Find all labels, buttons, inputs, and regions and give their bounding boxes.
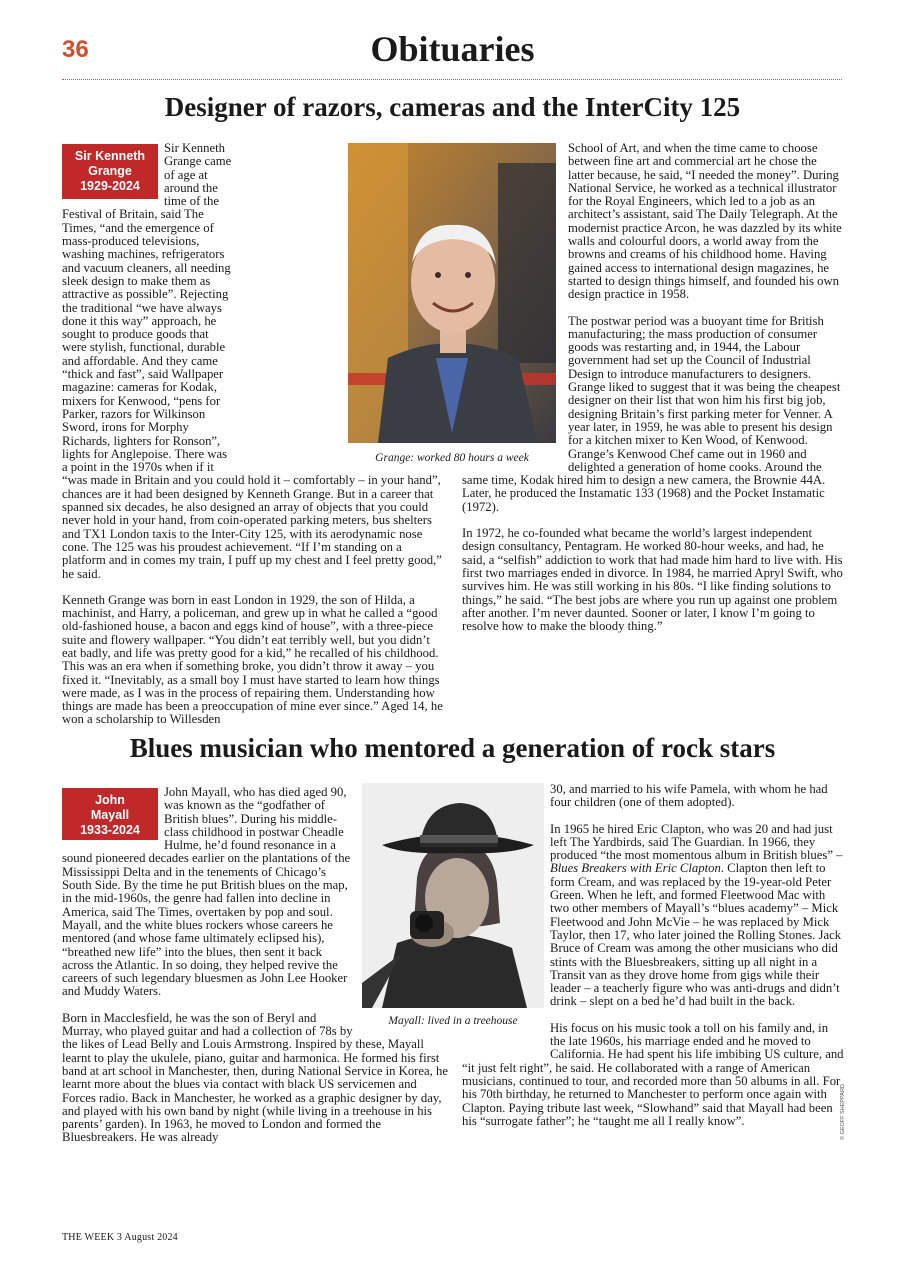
page-number: 36 — [62, 36, 89, 63]
article2-paragraph: 30, and married to his wife Pamela, with whom he had four children (one of them adopted). — [550, 782, 828, 810]
article2-headline: Blues musician who mentored a generation of rock stars — [129, 733, 776, 763]
article1-headline: Designer of razors, cameras and the InterCity 125 — [164, 92, 741, 122]
article2-paragraph: John Mayall, who has died aged 90, was known as the “godfather of British blues”. During his middle-class childhood in postwar Cheadle Hulme, he’d found resonance in a sound pioneered decades earlier on the plantations of the Mississippi Delta and in the tenements of Chicago’s South Side. By the time he put British blues on the map, in the mid-1960s, the genre had fallen into decline in America, said The Times, overtaken by pop and soul. Mayall, and the white blues rockers whose careers he mentored (and whose fame ultimately eclipsed his), “breathed new life” into the blues, then sent it back across the Atlantic. In so doing, they helped revive the careers of such legendary bluesmen as John Lee Hooker and Muddy Waters. — [62, 785, 351, 999]
article2-name-box — [62, 788, 158, 840]
article2-text: . Clapton then left to form Cream, and was replaced by the 19-year-old Peter Green. When he left, and formed Fleetwood Mac with two other members of Mayall’s “blues academy” – Mick Fleetwood and John McVie – he was replaced by Mick Taylor, then 17, who later joined the Rolling Stones. Jack Bruce of Cream was among the other musicians who did stints with the Bluesbreakers, sitting up all night in a Transit van as they drove home from gigs while their leader – a teacherly figure who was anti-drugs and didn’t drink – slept on a bed he’d had built in the back. — [550, 861, 842, 1009]
photo-float-spacer — [462, 783, 550, 1053]
header-rule — [62, 79, 842, 80]
article1-paragraph: In 1972, he co-founded what became the world’s largest independent design consultancy, Pentagram. He worked 80-hour weeks, and had, he said, a “selfish” addiction to work that had made him hard to live with. His first two marriages ended in divorce. In 1984, he married Apryl Swift, who survives him. He was still working in his 80s. “I like finding solutions to things,” he said. “The best jobs are where you run up against one problem after another. I’m never daunted. Sooner or later, I know I’m going to resolve how to make the bloody thing.” — [462, 526, 843, 634]
name-box-line: 1933-2024 — [80, 823, 140, 837]
article2-text: In 1965 he hired Eric Clapton, who was 20 and had just left The Yardbirds, said The Guardian. In 1966, they produced “the most momentous album in British blues” – — [550, 821, 843, 863]
photo-float-spacer — [462, 142, 568, 472]
article1-column-right — [462, 141, 844, 634]
article2-paragraph: His focus on his music took a toll on his family and, in the late 1960s, his marriage ended and he moved to California. He had spent his life imbibing US culture, and “it just felt right”, he said. He collaborated with a range of American musicians, continued to tour, and recorded more than 50 albums in all. For his 70th birthday, he returned to Manchester to perform once again with Clapton. Paying tribute last week, “Slowhand” said that Mayall had been his “surrogate father”; he “taught me all I really know”. — [462, 1020, 844, 1128]
photo-credit: © GEOFF SHEPPARD — [840, 1084, 846, 1140]
name-box-line: Mayall — [90, 808, 130, 822]
article2-paragraph: Born in Macclesfield, he was the son of Beryl and Murray, who played guitar and had a collection of 78s by the likes of Lead Belly and Louis Armstrong. Inspired by these, Mayall learnt to play the ukulele, piano, guitar and harmonica. He formed his first band at art school in Manchester, then, during National Service in Korea, he learnt more about the blues via contact with black US servicemen and Forces radio. Back in Manchester, he worked as a graphic designer by day, and played with his own band by night (while living in a treehouse in his parents’ garden). In 1963, he moved to London and formed the Bluesbreakers. He was already — [62, 1010, 448, 1145]
name-box-line: John — [95, 793, 125, 807]
name-box-line: Grange — [88, 164, 132, 178]
article2-column-right — [462, 783, 844, 1223]
article1-caption: Grange: worked 80 hours a week — [375, 452, 529, 464]
article1-paragraph: School of Art, and when the time came to choose between fine art and commercial art he chose the latter because, he said, “I needed the money”. During National Service, he worked as a technical illustrator for the Royal Engineers, which led to a job as an architect’s assistant, said The Daily Telegraph. At the modernist practice Arcon, he was dazzled by its white walls and colourful doors, a world away from the browns and creams of his childhood home. Having gained access to international design magazines, he started to design things himself, and founded his own design practice in 1958. — [568, 141, 842, 302]
article1-paragraph: The postwar period was a buoyant time for British manufacturing; the mass production of consumer goods was restarting and, in 1944, the Labour government had set up the Council of Industrial Design to introduce manufacturers to designers. Grange liked to suggest that it was being the cheapest designer on their list that won him his first big job, designing Britain’s first parking meter for Venner. A year later, in 1959, he was able to present his design for a kitchen mixer to Ken Wood, of Kenwood. Grange’s Kenwood Chef came out in 1960 and delighted a generation of home cooks. Around the same time, Kodak hired him to design a new camera, the Brownie 44A. Later, he produced the Instamatic 133 (1968) and the Pocket Instamatic (1972). — [462, 313, 841, 514]
article1-paragraph: Sir Kenneth Grange came of age at around the time of the Festival of Britain, said The Times, “and the emergence of mass-produced televisions, washing machines, refrigerators and vacuum cleaners, all needing sleek design to make them as attractive as possible”. Rejecting the traditional “we have always done it this way” approach, he sought to produce goods that were stylish, functional, durable and affordable. And they came “thick and fast”, said Wallpaper magazine: cameras for Kodak, mixers for Kenwood, “pens for Parker, razors for Wilkinson Sword, irons for Morphy Richards, lighters for Ronson”, lights for Anglepoise. There was a point in the 1970s when if it “was made in Britain and you could hold it – comfortably – in your hand”, chances are it had been designed by Kenneth Grange. But in a career that spanned six decades, he also designed an array of objects that you could never hold in your hand, from coin-operated parking meters, bus shelters and TX1 London taxis to the Inter-City 125, with its aerodynamic nose cone. The 125 was his proudest achievement. “If I’m standing on a platform and in comes my train, I puff up my chest and I feel pretty good,” he said. — [62, 141, 442, 581]
page-footer: THE WEEK 3 August 2024 — [62, 1232, 178, 1243]
name-box-line: Sir Kenneth — [74, 149, 146, 163]
article1-name-box — [62, 144, 158, 199]
album-title: Blues Breakers with Eric Clapton — [550, 861, 721, 876]
name-box-line: 1929-2024 — [80, 179, 140, 193]
section-title: Obituaries — [370, 29, 535, 69]
article2-caption: Mayall: lived in a treehouse — [388, 1015, 518, 1027]
article1-paragraph: Kenneth Grange was born in east London in 1929, the son of Hilda, a machinist, and Harry, a policeman, and grew up in what he called a “good old-fashioned house, a bacon and eggs kind of house”, with a three-piece suite and flowery wallpaper. “You didn’t eat terribly well, but you didn’t eat badly, and life was pretty good for a kid,” he recalled of his childhood. This was an era when if something broke, you didn’t throw it away – you fixed it. “Inevitably, as a small boy I must have started to learn how things were made, as I was in the process of repairing them. Understanding how things are made has been a preoccupation of mine ever since.” Aged 14, he won a scholarship to Willesden — [62, 592, 443, 727]
